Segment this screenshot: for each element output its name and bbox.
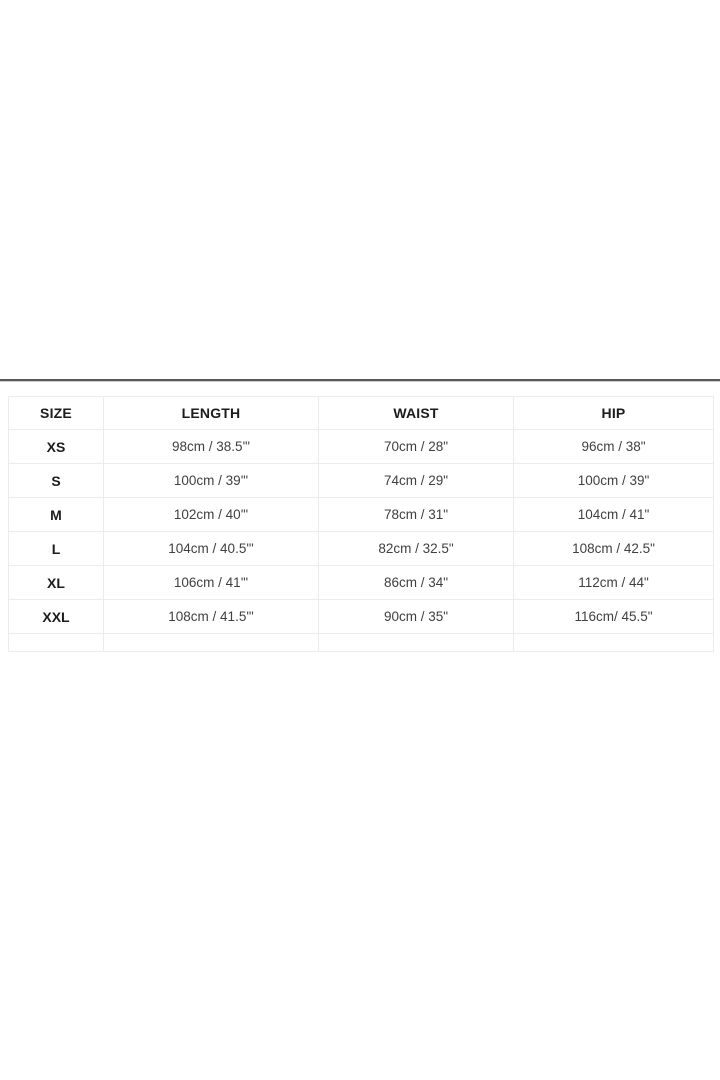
empty-cell — [9, 634, 104, 652]
header-waist: WAIST — [319, 397, 514, 430]
waist-measurement-cell: 82cm / 32.5" — [319, 532, 514, 566]
length-measurement-cell: 106cm / 41'" — [104, 566, 319, 600]
length-measurement-cell: 102cm / 40'" — [104, 498, 319, 532]
size-label: S — [9, 464, 104, 498]
size-chart-table — [8, 396, 714, 652]
size-chart-section — [8, 396, 713, 652]
hip-measurement-cell: 100cm / 39" — [514, 464, 714, 498]
size-row-xs — [9, 430, 714, 464]
hip-measurement-cell: 108cm / 42.5" — [514, 532, 714, 566]
hip-measurement-cell: 96cm / 38" — [514, 430, 714, 464]
waist-measurement-cell: 78cm / 31" — [319, 498, 514, 532]
size-label: L — [9, 532, 104, 566]
waist-measurement-cell: 86cm / 34" — [319, 566, 514, 600]
waist-measurement-cell: 70cm / 28" — [319, 430, 514, 464]
empty-cell — [514, 634, 714, 652]
hip-measurement-cell: 112cm / 44" — [514, 566, 714, 600]
size-chart-header-row — [9, 397, 714, 430]
size-label: XL — [9, 566, 104, 600]
size-row-s — [9, 464, 714, 498]
empty-row — [9, 634, 714, 652]
header-hip: HIP — [514, 397, 714, 430]
length-measurement-cell: 104cm / 40.5'" — [104, 532, 319, 566]
empty-cell — [319, 634, 514, 652]
empty-cell — [104, 634, 319, 652]
size-row-m — [9, 498, 714, 532]
length-measurement-cell: 98cm / 38.5'" — [104, 430, 319, 464]
hip-measurement-cell: 116cm/ 45.5" — [514, 600, 714, 634]
header-size: SIZE — [9, 397, 104, 430]
size-row-l — [9, 532, 714, 566]
header-length: LENGTH — [104, 397, 319, 430]
size-row-xl — [9, 566, 714, 600]
length-measurement-cell: 108cm / 41.5'" — [104, 600, 319, 634]
waist-measurement-cell: 74cm / 29" — [319, 464, 514, 498]
size-label: XS — [9, 430, 104, 464]
size-row-xxl — [9, 600, 714, 634]
section-divider-rule — [0, 379, 720, 382]
hip-measurement-cell: 104cm / 41" — [514, 498, 714, 532]
length-measurement-cell: 100cm / 39'" — [104, 464, 319, 498]
waist-measurement-cell: 90cm / 35" — [319, 600, 514, 634]
size-label: M — [9, 498, 104, 532]
size-label: XXL — [9, 600, 104, 634]
